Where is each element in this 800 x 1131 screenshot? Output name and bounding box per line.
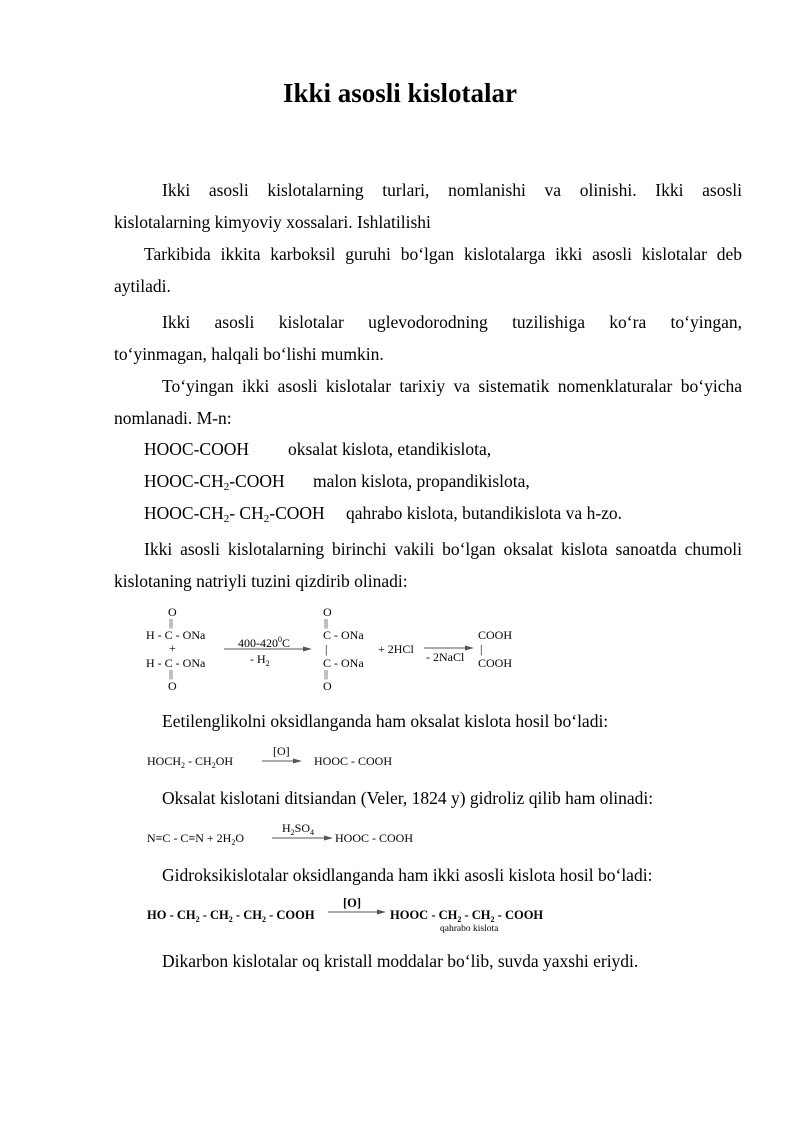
example-formula-2: HOOC-$CH_2$-COOH: [144, 471, 285, 493]
nomenclature-line-2: nomlanadi. M-n:: [114, 408, 232, 428]
r3-product: HOOC - COOH: [335, 831, 413, 845]
r3-arrow-head-icon: [324, 836, 333, 841]
definition-line-1: Tarkibida ikkita karboksil guruhi bo‘lgan kislotalarga ikki asosli kislotalar deb: [144, 244, 742, 264]
r2-product: HOOC - COOH: [314, 754, 392, 768]
r4-product: HOOC - $CH_2 - CH_2$ - COOH: [390, 908, 544, 924]
r4-product-label: qahrabo kislota: [440, 924, 499, 934]
r1-condition-hydrogen: - $H_2$: [250, 652, 270, 668]
r1-arrow-2-head-icon: [465, 646, 474, 651]
example-formula-3: HOOC-$CH_2-$ $CH_2$-COOH: [144, 503, 325, 525]
r1-oxygen-top-mid: O: [323, 605, 332, 619]
r1-condition-temperature: $400-420^0C$: [238, 635, 291, 650]
r3-reactant: $N\equiv C - C\equiv N + 2H_2O$: [147, 831, 244, 847]
r1-oxygen-bottom-left: O: [168, 679, 177, 693]
r1-oxygen-top-left: O: [168, 605, 177, 619]
r1-product-1: COOH: [478, 628, 513, 642]
oxalic-line-2: kislotaning natriyli tuzini qizdirib olinadi:: [114, 571, 408, 591]
r1-double-bond-top-mid: ||: [324, 618, 329, 629]
r4-reactant: HO - $CH_2 - CH_2 - CH_2$ - COOH: [147, 908, 315, 924]
dicarbon-line: Dikarbon kislotalar oq kristall moddalar bo‘lib, suvda yaxshi eriydi.: [162, 951, 639, 971]
r2-condition: [O]: [273, 744, 290, 758]
hydroxy-line: Gidroksikislotalar oksidlanganda ham ikki asosli kislota hosil bo‘ladi:: [162, 865, 653, 885]
cyan-line: Oksalat kislotani ditsiandan (Veler, 1824 y) gidroliz qilib ham olinadi:: [162, 788, 654, 808]
r1-byproduct: - 2NaCl: [426, 650, 465, 664]
r1-double-bond-bottom-left: ||: [169, 669, 174, 680]
example-name-3: qahrabo kislota, butandikislota va h-zo.: [346, 503, 623, 523]
example-name-2: malon kislota, propandikislota,: [313, 471, 530, 491]
intro-line-1: Ikki asosli kislotalarning turlari, nomlanishi va olinishi. Ikki asosli: [162, 180, 742, 200]
r1-oxygen-bottom-mid: O: [323, 679, 332, 693]
r1-double-bond-bottom-mid: ||: [324, 669, 329, 680]
r1-plus: +: [169, 641, 176, 655]
oxalic-line-1: Ikki asosli kislotalarning birinchi vakili bo‘lgan oksalat kislota sanoatda chumoli: [144, 539, 742, 559]
example-name-1: oksalat kislota, etandikislota,: [288, 439, 492, 459]
glycol-line: Eetilenglikolni oksidlanganda ham oksalat kislota hosil bo‘ladi:: [162, 711, 609, 731]
r1-reagent: + 2HCl: [378, 642, 414, 656]
nomenclature-line-1: To‘yingan ikki asosli kislotalar tarixiy va sistematik nomenklaturalar bo‘yicha: [162, 376, 742, 396]
r1-arrow-1-head-icon: [303, 647, 312, 652]
r1-double-bond-top-left: ||: [169, 618, 174, 629]
r1-formate-1: H - C - ONa: [146, 628, 206, 642]
r1-formate-2: H - C - ONa: [146, 656, 206, 670]
page-title: Ikki asosli kislotalar: [282, 78, 518, 108]
r2-reactant: $HOCH_2 - CH_2OH$: [147, 754, 234, 770]
definition-line-2: aytiladi.: [114, 276, 171, 296]
r1-oxalate-2: C - ONa: [323, 656, 364, 670]
r3-condition: $H_2SO_4$: [282, 821, 315, 837]
r1-product-bond: |: [480, 642, 483, 656]
r1-bond-mid: |: [325, 642, 328, 656]
structure-line-1: Ikki asosli kislotalar uglevodorodning tuzilishiga ko‘ra to‘yingan,: [162, 312, 742, 332]
example-formula-1: HOOC-COOH: [144, 439, 249, 459]
r1-product-2: COOH: [478, 656, 513, 670]
r1-oxalate-1: C - ONa: [323, 628, 364, 642]
structure-line-2: to‘yinmagan, halqali bo‘lishi mumkin.: [114, 344, 384, 364]
intro-line-2: kislotalarning kimyoviy xossalari. Ishlatilishi: [114, 212, 431, 232]
r4-condition: [O]: [343, 896, 362, 910]
r4-arrow-head-icon: [377, 910, 386, 915]
r2-arrow-head-icon: [293, 759, 302, 764]
